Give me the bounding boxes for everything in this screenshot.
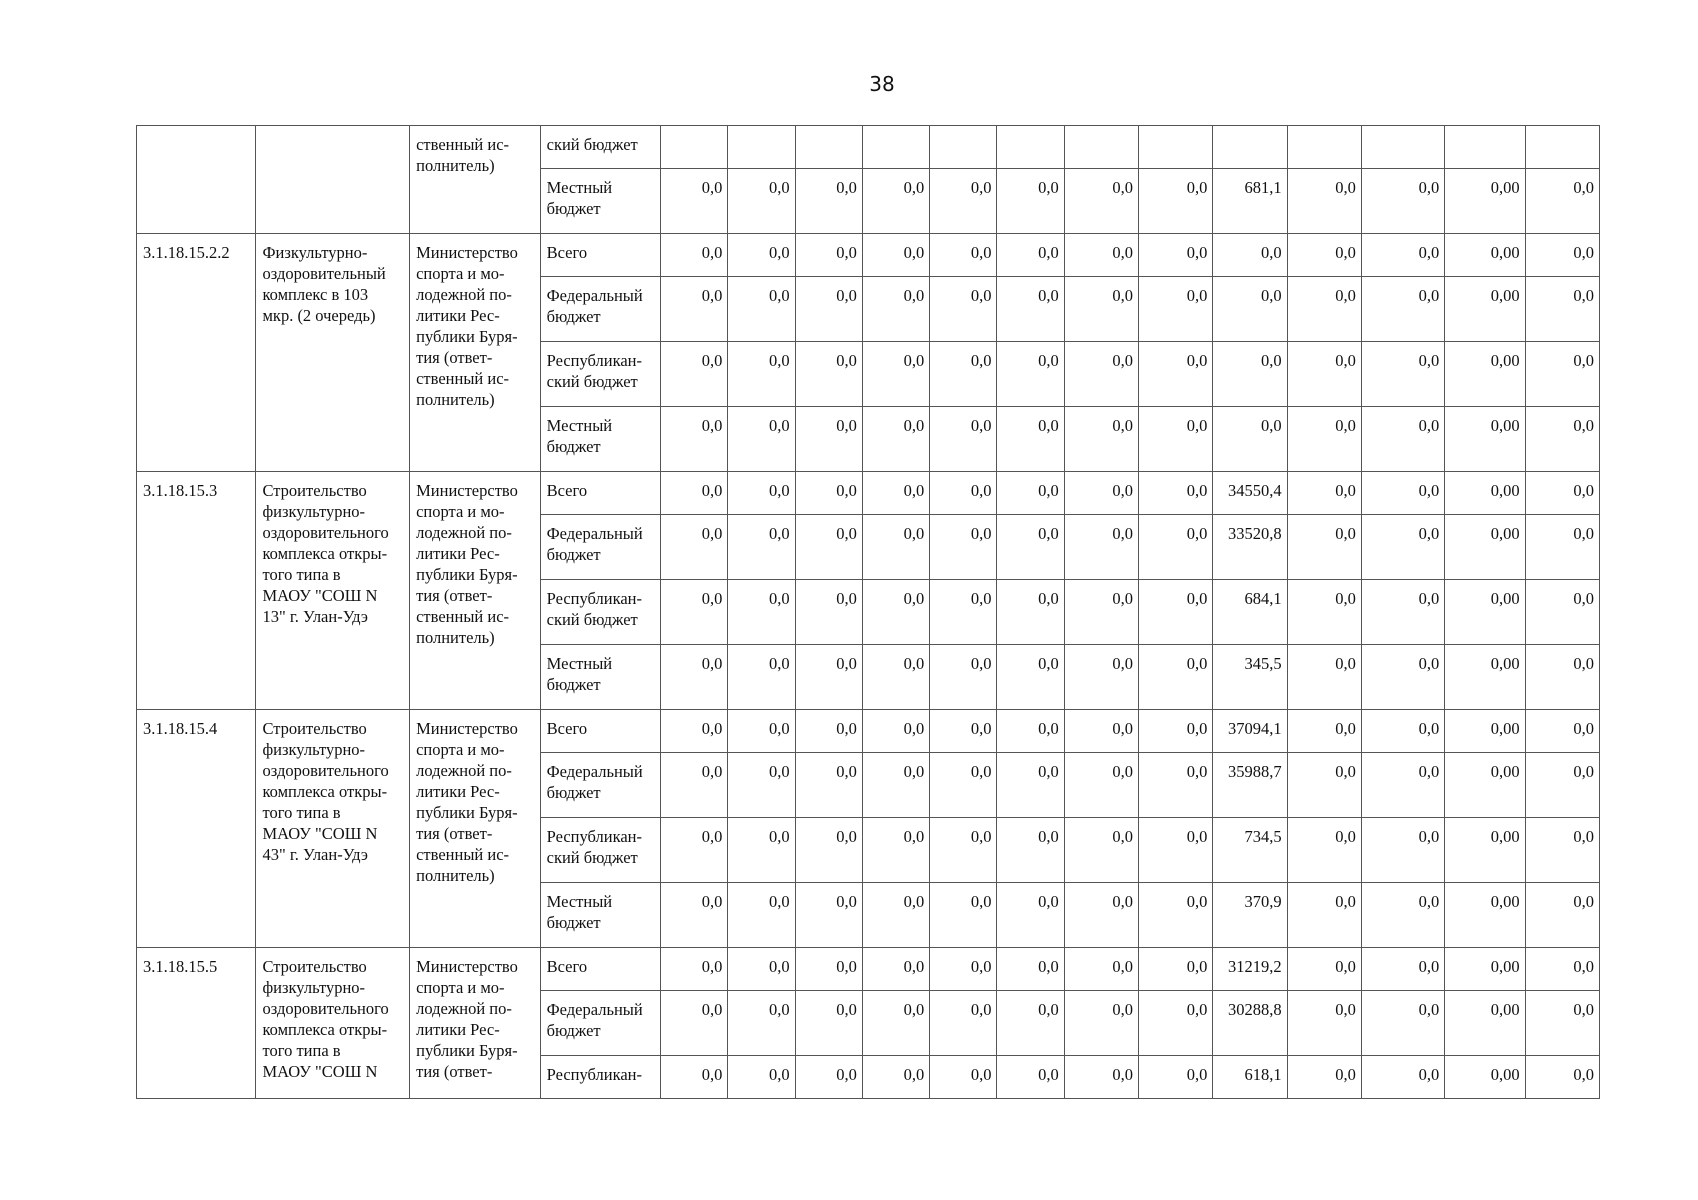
value-cell: 0,0 xyxy=(795,818,862,883)
table-body xyxy=(137,126,1600,1099)
source-cell: Республикан- ский бюджет xyxy=(540,580,660,645)
value-cell: 0,0 xyxy=(1361,407,1444,472)
value-cell xyxy=(1213,126,1287,169)
source-cell: ский бюджет xyxy=(540,126,660,169)
value-cell: 0,0 xyxy=(1287,472,1361,515)
value-cell: 0,0 xyxy=(930,883,997,948)
value-cell: 0,0 xyxy=(795,407,862,472)
value-cell: 0,0 xyxy=(997,948,1064,991)
value-cell: 0,00 xyxy=(1445,818,1525,883)
value-cell: 0,0 xyxy=(661,645,728,710)
value-cell: 0,0 xyxy=(728,515,795,580)
value-cell: 0,0 xyxy=(1525,1056,1599,1099)
value-cell: 0,0 xyxy=(1287,991,1361,1056)
value-cell: 0,00 xyxy=(1445,515,1525,580)
value-cell: 0,0 xyxy=(1287,1056,1361,1099)
source-cell: Федеральный бюджет xyxy=(540,991,660,1056)
value-cell: 0,0 xyxy=(1525,818,1599,883)
value-cell: 0,0 xyxy=(661,277,728,342)
value-cell: 0,0 xyxy=(661,472,728,515)
value-cell: 0,0 xyxy=(1139,277,1213,342)
source-cell: Республикан- ский бюджет xyxy=(540,818,660,883)
value-cell: 0,0 xyxy=(661,515,728,580)
value-cell xyxy=(1445,126,1525,169)
value-cell: 0,0 xyxy=(1525,710,1599,753)
code-cell: 3.1.18.15.2.2 xyxy=(137,234,256,472)
value-cell: 0,0 xyxy=(1213,277,1287,342)
value-cell: 0,0 xyxy=(661,991,728,1056)
value-cell: 0,0 xyxy=(1361,991,1444,1056)
value-cell: 0,00 xyxy=(1445,991,1525,1056)
value-cell: 0,00 xyxy=(1445,710,1525,753)
value-cell: 0,0 xyxy=(862,169,929,234)
value-cell: 0,0 xyxy=(1287,948,1361,991)
value-cell: 0,0 xyxy=(1361,818,1444,883)
value-cell: 0,0 xyxy=(1139,407,1213,472)
value-cell: 0,0 xyxy=(997,169,1064,234)
value-cell: 0,0 xyxy=(1287,645,1361,710)
value-cell: 0,0 xyxy=(997,991,1064,1056)
value-cell: 0,0 xyxy=(1525,580,1599,645)
value-cell: 0,0 xyxy=(1139,645,1213,710)
value-cell: 0,00 xyxy=(1445,883,1525,948)
value-cell: 0,0 xyxy=(661,883,728,948)
value-cell: 0,0 xyxy=(795,580,862,645)
value-cell xyxy=(930,126,997,169)
value-cell: 0,00 xyxy=(1445,169,1525,234)
value-cell: 0,00 xyxy=(1445,277,1525,342)
value-cell: 0,0 xyxy=(661,710,728,753)
executor-cell: Министерство спорта и мо- лодежной по- литики Рес- публики Буря- тия (ответ- ственный ис- полнитель) xyxy=(410,234,541,472)
value-cell: 0,0 xyxy=(795,1056,862,1099)
code-cell: 3.1.18.15.3 xyxy=(137,472,256,710)
value-cell: 0,0 xyxy=(728,169,795,234)
value-cell: 0,0 xyxy=(795,753,862,818)
value-cell: 35988,7 xyxy=(1213,753,1287,818)
value-cell: 0,0 xyxy=(1287,818,1361,883)
table-row xyxy=(137,948,1600,991)
value-cell: 0,0 xyxy=(1287,342,1361,407)
value-cell: 0,0 xyxy=(1064,1056,1138,1099)
value-cell: 0,0 xyxy=(1525,277,1599,342)
value-cell: 0,0 xyxy=(1139,580,1213,645)
budget-table xyxy=(136,125,1600,1099)
value-cell: 0,0 xyxy=(997,277,1064,342)
value-cell: 370,9 xyxy=(1213,883,1287,948)
value-cell: 0,0 xyxy=(728,472,795,515)
value-cell: 0,0 xyxy=(728,948,795,991)
value-cell: 0,0 xyxy=(1287,515,1361,580)
value-cell: 0,0 xyxy=(1361,948,1444,991)
value-cell: 734,5 xyxy=(1213,818,1287,883)
value-cell: 0,0 xyxy=(997,818,1064,883)
value-cell: 0,0 xyxy=(862,645,929,710)
value-cell: 0,0 xyxy=(862,234,929,277)
value-cell: 0,0 xyxy=(661,818,728,883)
value-cell: 0,0 xyxy=(1287,407,1361,472)
value-cell: 684,1 xyxy=(1213,580,1287,645)
value-cell: 0,0 xyxy=(997,710,1064,753)
source-cell: Всего xyxy=(540,710,660,753)
source-cell: Местный бюджет xyxy=(540,407,660,472)
value-cell: 0,0 xyxy=(728,991,795,1056)
value-cell: 0,0 xyxy=(1213,234,1287,277)
value-cell: 0,0 xyxy=(1287,234,1361,277)
executor-cell: Министерство спорта и мо- лодежной по- литики Рес- публики Буря- тия (ответ- xyxy=(410,948,541,1099)
value-cell xyxy=(795,126,862,169)
value-cell: 0,0 xyxy=(1139,710,1213,753)
value-cell: 0,0 xyxy=(1064,710,1138,753)
value-cell: 0,0 xyxy=(661,407,728,472)
value-cell: 0,0 xyxy=(930,645,997,710)
name-cell: Строительство физкультурно- оздоровительного комплекса откры- того типа в МАОУ "СОШ N xyxy=(256,948,410,1099)
value-cell: 0,0 xyxy=(1139,342,1213,407)
value-cell: 0,0 xyxy=(1525,407,1599,472)
value-cell: 0,0 xyxy=(1139,883,1213,948)
value-cell: 0,0 xyxy=(1139,234,1213,277)
value-cell: 0,0 xyxy=(930,472,997,515)
value-cell: 0,0 xyxy=(728,710,795,753)
source-cell: Федеральный бюджет xyxy=(540,515,660,580)
value-cell: 0,0 xyxy=(1525,883,1599,948)
value-cell: 0,0 xyxy=(930,407,997,472)
value-cell: 0,0 xyxy=(795,991,862,1056)
value-cell: 0,0 xyxy=(997,407,1064,472)
value-cell: 0,00 xyxy=(1445,407,1525,472)
value-cell: 0,00 xyxy=(1445,472,1525,515)
value-cell: 0,0 xyxy=(728,1056,795,1099)
value-cell: 0,0 xyxy=(1361,883,1444,948)
value-cell: 0,0 xyxy=(1139,991,1213,1056)
name-cell: Строительство физкультурно- оздоровительного комплекса откры- того типа в МАОУ "СОШ N 13" г. Улан-Удэ xyxy=(256,472,410,710)
value-cell: 0,0 xyxy=(997,515,1064,580)
value-cell: 0,0 xyxy=(1064,991,1138,1056)
value-cell: 0,0 xyxy=(1287,580,1361,645)
value-cell: 0,0 xyxy=(795,515,862,580)
value-cell: 0,0 xyxy=(862,472,929,515)
value-cell: 0,0 xyxy=(1064,948,1138,991)
source-cell: Федеральный бюджет xyxy=(540,753,660,818)
value-cell: 0,0 xyxy=(862,1056,929,1099)
value-cell: 0,0 xyxy=(1361,710,1444,753)
value-cell: 0,0 xyxy=(1064,645,1138,710)
value-cell: 0,0 xyxy=(862,515,929,580)
value-cell: 0,00 xyxy=(1445,342,1525,407)
value-cell: 0,0 xyxy=(930,234,997,277)
value-cell: 0,0 xyxy=(997,580,1064,645)
value-cell: 0,0 xyxy=(795,342,862,407)
value-cell: 0,0 xyxy=(795,277,862,342)
value-cell: 0,0 xyxy=(728,277,795,342)
value-cell: 0,0 xyxy=(930,710,997,753)
value-cell: 0,0 xyxy=(997,1056,1064,1099)
executor-cell: Министерство спорта и мо- лодежной по- литики Рес- публики Буря- тия (ответ- ственный ис- полнитель) xyxy=(410,472,541,710)
value-cell: 0,0 xyxy=(1287,753,1361,818)
value-cell: 0,0 xyxy=(728,818,795,883)
table-row xyxy=(137,710,1600,753)
value-cell: 0,0 xyxy=(1525,472,1599,515)
value-cell: 0,0 xyxy=(930,277,997,342)
value-cell: 0,0 xyxy=(661,234,728,277)
value-cell: 0,0 xyxy=(930,948,997,991)
value-cell: 0,0 xyxy=(728,645,795,710)
value-cell: 0,0 xyxy=(661,169,728,234)
value-cell: 681,1 xyxy=(1213,169,1287,234)
value-cell: 0,00 xyxy=(1445,234,1525,277)
source-cell: Местный бюджет xyxy=(540,169,660,234)
value-cell: 0,0 xyxy=(997,883,1064,948)
value-cell: 0,00 xyxy=(1445,753,1525,818)
value-cell: 0,0 xyxy=(1064,515,1138,580)
value-cell: 0,0 xyxy=(1064,342,1138,407)
source-cell: Местный бюджет xyxy=(540,645,660,710)
value-cell: 0,0 xyxy=(997,234,1064,277)
value-cell: 0,0 xyxy=(1525,645,1599,710)
value-cell: 0,0 xyxy=(1361,645,1444,710)
value-cell: 0,0 xyxy=(1064,407,1138,472)
value-cell: 0,0 xyxy=(795,645,862,710)
value-cell: 0,0 xyxy=(1361,1056,1444,1099)
value-cell: 0,0 xyxy=(1361,342,1444,407)
value-cell: 0,0 xyxy=(862,342,929,407)
value-cell: 0,0 xyxy=(1139,515,1213,580)
value-cell: 0,0 xyxy=(1213,407,1287,472)
value-cell: 0,0 xyxy=(862,580,929,645)
value-cell: 0,0 xyxy=(1139,1056,1213,1099)
value-cell: 0,00 xyxy=(1445,580,1525,645)
value-cell: 0,00 xyxy=(1445,645,1525,710)
value-cell: 0,0 xyxy=(661,342,728,407)
value-cell: 0,0 xyxy=(1287,277,1361,342)
value-cell: 0,0 xyxy=(997,472,1064,515)
value-cell: 0,0 xyxy=(862,991,929,1056)
value-cell: 33520,8 xyxy=(1213,515,1287,580)
value-cell: 0,0 xyxy=(862,753,929,818)
value-cell: 0,0 xyxy=(795,472,862,515)
code-cell: 3.1.18.15.5 xyxy=(137,948,256,1099)
value-cell: 0,0 xyxy=(1361,169,1444,234)
value-cell: 0,0 xyxy=(930,515,997,580)
value-cell: 345,5 xyxy=(1213,645,1287,710)
executor-cell: Министерство спорта и мо- лодежной по- литики Рес- публики Буря- тия (ответ- ственный ис- полнитель) xyxy=(410,710,541,948)
value-cell xyxy=(1139,126,1213,169)
value-cell: 0,0 xyxy=(1064,277,1138,342)
source-cell: Всего xyxy=(540,948,660,991)
value-cell: 0,0 xyxy=(930,580,997,645)
value-cell: 0,0 xyxy=(728,753,795,818)
value-cell xyxy=(1525,126,1599,169)
value-cell xyxy=(661,126,728,169)
value-cell xyxy=(1064,126,1138,169)
value-cell: 0,0 xyxy=(862,407,929,472)
value-cell: 0,0 xyxy=(1361,753,1444,818)
page-number: 38 xyxy=(869,72,895,96)
value-cell: 0,0 xyxy=(1213,342,1287,407)
value-cell: 0,0 xyxy=(728,342,795,407)
value-cell: 0,0 xyxy=(1139,169,1213,234)
value-cell: 0,0 xyxy=(930,753,997,818)
value-cell: 0,0 xyxy=(997,645,1064,710)
value-cell: 34550,4 xyxy=(1213,472,1287,515)
value-cell: 0,0 xyxy=(1361,234,1444,277)
value-cell: 0,0 xyxy=(728,883,795,948)
source-cell: Всего xyxy=(540,234,660,277)
value-cell: 0,0 xyxy=(1064,234,1138,277)
value-cell: 0,0 xyxy=(1064,818,1138,883)
value-cell: 0,0 xyxy=(661,1056,728,1099)
value-cell: 0,0 xyxy=(1287,710,1361,753)
value-cell: 0,00 xyxy=(1445,1056,1525,1099)
table-row xyxy=(137,472,1600,515)
source-cell: Местный бюджет xyxy=(540,883,660,948)
value-cell: 0,0 xyxy=(728,407,795,472)
value-cell: 0,0 xyxy=(930,342,997,407)
value-cell: 31219,2 xyxy=(1213,948,1287,991)
name-cell: Физкультурно- оздоровительный комплекс в 103 мкр. (2 очередь) xyxy=(256,234,410,472)
value-cell: 0,0 xyxy=(728,580,795,645)
value-cell: 0,0 xyxy=(1064,169,1138,234)
value-cell: 0,0 xyxy=(1064,883,1138,948)
value-cell: 0,0 xyxy=(1361,472,1444,515)
value-cell: 0,0 xyxy=(997,753,1064,818)
value-cell: 0,0 xyxy=(1064,580,1138,645)
value-cell: 0,0 xyxy=(930,818,997,883)
value-cell: 0,0 xyxy=(1139,818,1213,883)
value-cell: 0,0 xyxy=(1139,753,1213,818)
value-cell: 30288,8 xyxy=(1213,991,1287,1056)
code-cell: 3.1.18.15.4 xyxy=(137,710,256,948)
value-cell: 0,0 xyxy=(1525,169,1599,234)
value-cell: 0,0 xyxy=(862,883,929,948)
value-cell: 0,0 xyxy=(862,710,929,753)
value-cell: 0,0 xyxy=(1287,883,1361,948)
value-cell: 0,0 xyxy=(661,580,728,645)
value-cell: 0,0 xyxy=(930,991,997,1056)
value-cell: 0,0 xyxy=(862,818,929,883)
executor-cell: ственный ис- полнитель) xyxy=(410,126,541,234)
value-cell: 0,0 xyxy=(1525,753,1599,818)
value-cell: 0,0 xyxy=(1361,515,1444,580)
value-cell: 0,0 xyxy=(1361,580,1444,645)
value-cell xyxy=(1287,126,1361,169)
value-cell: 0,0 xyxy=(795,169,862,234)
source-cell: Федеральный бюджет xyxy=(540,277,660,342)
value-cell: 0,0 xyxy=(1525,515,1599,580)
value-cell xyxy=(862,126,929,169)
value-cell: 0,0 xyxy=(1525,342,1599,407)
source-cell: Республикан- ский бюджет xyxy=(540,342,660,407)
name-cell: Строительство физкультурно- оздоровительного комплекса откры- того типа в МАОУ "СОШ N 43" г. Улан-Удэ xyxy=(256,710,410,948)
value-cell: 0,0 xyxy=(1139,948,1213,991)
value-cell: 0,0 xyxy=(795,234,862,277)
value-cell xyxy=(728,126,795,169)
value-cell: 0,00 xyxy=(1445,948,1525,991)
value-cell: 0,0 xyxy=(1361,277,1444,342)
name-cell xyxy=(256,126,410,234)
value-cell: 0,0 xyxy=(862,277,929,342)
value-cell: 0,0 xyxy=(661,948,728,991)
value-cell: 0,0 xyxy=(795,883,862,948)
table-row xyxy=(137,234,1600,277)
value-cell: 0,0 xyxy=(930,169,997,234)
value-cell: 0,0 xyxy=(1287,169,1361,234)
source-cell: Всего xyxy=(540,472,660,515)
value-cell: 0,0 xyxy=(795,710,862,753)
value-cell xyxy=(1361,126,1444,169)
value-cell: 0,0 xyxy=(1064,753,1138,818)
table-row xyxy=(137,126,1600,169)
value-cell: 0,0 xyxy=(728,234,795,277)
value-cell: 0,0 xyxy=(1525,234,1599,277)
code-cell xyxy=(137,126,256,234)
value-cell: 0,0 xyxy=(1525,991,1599,1056)
value-cell: 0,0 xyxy=(795,948,862,991)
value-cell: 0,0 xyxy=(661,753,728,818)
source-cell: Республикан- xyxy=(540,1056,660,1099)
value-cell: 0,0 xyxy=(1064,472,1138,515)
value-cell: 0,0 xyxy=(1525,948,1599,991)
value-cell xyxy=(997,126,1064,169)
value-cell: 0,0 xyxy=(862,948,929,991)
value-cell: 618,1 xyxy=(1213,1056,1287,1099)
value-cell: 0,0 xyxy=(1139,472,1213,515)
value-cell: 0,0 xyxy=(930,1056,997,1099)
value-cell: 0,0 xyxy=(997,342,1064,407)
value-cell: 37094,1 xyxy=(1213,710,1287,753)
